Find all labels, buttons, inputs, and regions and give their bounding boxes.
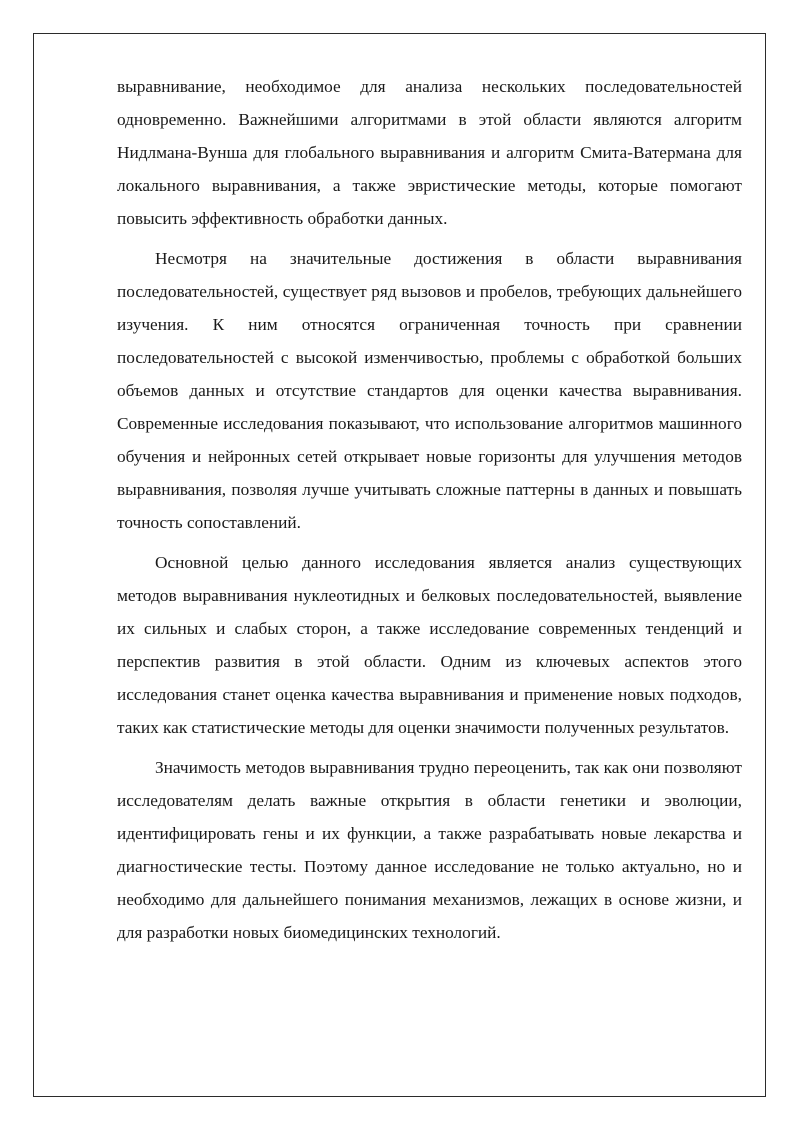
paragraph-research-goal: Основной целью данного исследования является анализ существующих методов выравнивания нуклеотидных и белковых последовательностей, выявление их сильных и слабых сторон, а также исследование современных тенденций и перспектив развития в этой области. Одним из ключевых аспектов этого исследования станет оценка качества выравнивания и применение новых подходов, таких как статистические методы для оценки значимости полученных результатов. bbox=[117, 553, 742, 737]
paragraph-significance: Значимость методов выравнивания трудно переоценить, так как они позволяют исследователям делать важные открытия в области генетики и эволюции, идентифицировать гены и их функции, а также разрабатывать новые лекарства и диагностические тесты. Поэтому данное исследование не только актуально, но и необходимо для дальнейшего понимания механизмов, лежащих в основе жизни, и для разработки новых биомедицинских технологий. bbox=[117, 758, 742, 942]
document-body bbox=[117, 70, 742, 956]
paragraph-challenges: Несмотря на значительные достижения в области выравнивания последовательностей, существует ряд вызовов и пробелов, требующих дальнейшего изучения. К ним относятся ограниченная точность при сравнении последовательностей с высокой изменчивостью, проблемы с обработкой больших объемов данных и отсутствие стандартов для оценки качества выравнивания. Современные исследования показывают, что использование алгоритмов машинного обучения и нейронных сетей открывает новые горизонты для улучшения методов выравнивания, позволяя лучше учитывать сложные паттерны в данных и повышать точность сопоставлений. bbox=[117, 249, 742, 532]
paragraph-continuation: выравнивание, необходимое для анализа нескольких последовательностей одновременно. Важнейшими алгоритмами в этой области являются алгоритм Нидлмана-Вунша для глобального выравнивания и алгоритм Смита-Ватермана для локального выравнивания, а также эвристические методы, которые помогают повысить эффективность обработки данных. bbox=[117, 77, 742, 228]
